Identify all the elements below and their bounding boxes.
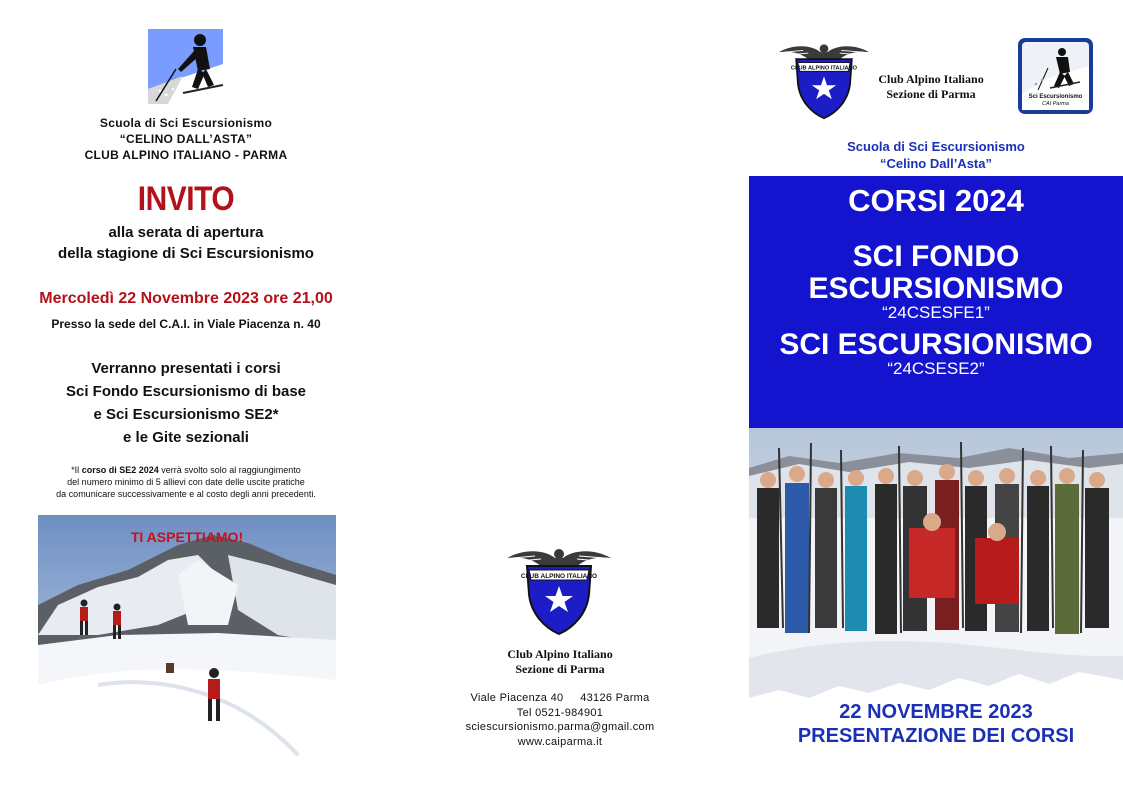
cai-logo-text: CLUB ALPINO ITALIANO <box>520 573 598 580</box>
courses-line-1: Verranno presentati i corsi <box>91 360 281 377</box>
club-name-middle <box>430 647 690 677</box>
cai-logo-right <box>774 40 874 120</box>
sci-escursionismo-badge <box>1018 38 1093 114</box>
address: Viale Piacenza 40 43126 Parma <box>470 692 650 704</box>
courses-banner <box>749 176 1123 428</box>
courses-list <box>26 357 346 449</box>
invito-line-1: alla serata di apertura <box>108 224 264 241</box>
cai-eagle-emblem-icon <box>774 40 874 120</box>
course-2-title: SCI ESCURSIONISMO <box>779 328 1093 361</box>
phone: Tel 0521-984901 <box>516 706 604 719</box>
photo-caption: TI ASPETTIAMO! <box>130 529 244 545</box>
invito-title: INVITO <box>137 180 235 218</box>
email-link[interactable]: sciescursionismo.parma@gmail.com <box>465 721 655 733</box>
school-line-1: Scuola di Sci Escursionismo <box>847 139 1025 154</box>
club-line-2: Sezione di Parma <box>515 662 605 676</box>
note-line-1 <box>26 464 346 476</box>
event-place: Presso la sede del C.A.I. in Viale Piacenza n. 40 <box>51 317 321 331</box>
contact-info <box>430 691 690 749</box>
badge-line-1: Sci Escursionismo <box>1028 94 1083 100</box>
badge-line-2: CAI Parma <box>1042 101 1069 107</box>
invito-line-2: della stagione di Sci Escursionismo <box>58 245 314 262</box>
club-line-1: Club Alpino Italiano <box>878 72 984 86</box>
cai-eagle-emblem-icon <box>505 544 613 636</box>
school-name-right <box>749 138 1123 172</box>
course-2-code: “24CSESE2” <box>887 359 985 378</box>
presentation-info <box>749 700 1123 748</box>
note-line-3: da comunicare successivamente e al costo degli anni precedenti. <box>56 489 316 499</box>
note-prefix: *Il <box>71 465 82 475</box>
courses-line-4: e le Gite sezionali <box>123 429 249 446</box>
note-bold: corso di SE2 2024 <box>81 465 159 475</box>
course-1-code: “24CSESFE1” <box>882 303 990 322</box>
skier-icon <box>148 29 223 104</box>
club-line-1: Club Alpino Italiano <box>507 647 613 661</box>
courses-line-2: Sci Fondo Escursionismo di base <box>65 383 307 400</box>
school-line-2: “Celino Dall’Asta” <box>880 156 992 171</box>
event-date: Mercoledì 22 Novembre 2023 ore 21,00 <box>39 290 333 307</box>
note-rest: verrà svolto solo al raggiungimento <box>158 465 301 475</box>
mountain-photo <box>38 515 336 757</box>
presentation-title: PRESENTAZIONE DEI CORSI <box>797 725 1075 747</box>
school-line-3: CLUB ALPINO ITALIANO - PARMA <box>84 148 288 162</box>
skier-badge-icon <box>1018 38 1093 114</box>
corsi-title: CORSI 2024 <box>848 183 1024 218</box>
courses-line-3: e Sci Escursionismo SE2* <box>93 406 279 423</box>
website-link[interactable]: www.caiparma.it <box>517 735 603 748</box>
group-skiers-image <box>749 428 1123 721</box>
snow-mountain-image <box>38 515 336 757</box>
school-name <box>36 115 336 163</box>
course-1-line-2: ESCURSIONISMO <box>808 272 1064 305</box>
group-photo <box>749 428 1123 721</box>
se2-footnote <box>26 464 346 500</box>
club-line-2: Sezione di Parma <box>886 87 976 101</box>
invito-subtitle <box>26 222 346 264</box>
school-line-1: Scuola di Sci Escursionismo <box>99 116 273 130</box>
cai-logo-middle <box>505 544 613 636</box>
course-1-line-1: SCI FONDO <box>852 240 1020 273</box>
club-name-right <box>866 72 996 102</box>
cai-logo-text: CLUB ALPINO ITALIANO <box>790 65 858 72</box>
school-line-2: “CELINO DALL’ASTA” <box>119 132 253 146</box>
school-logo <box>148 29 223 104</box>
presentation-date: 22 NOVEMBRE 2023 <box>839 701 1033 723</box>
note-line-2: del numero minimo di 5 allievi con date delle uscite pratiche <box>67 477 305 487</box>
